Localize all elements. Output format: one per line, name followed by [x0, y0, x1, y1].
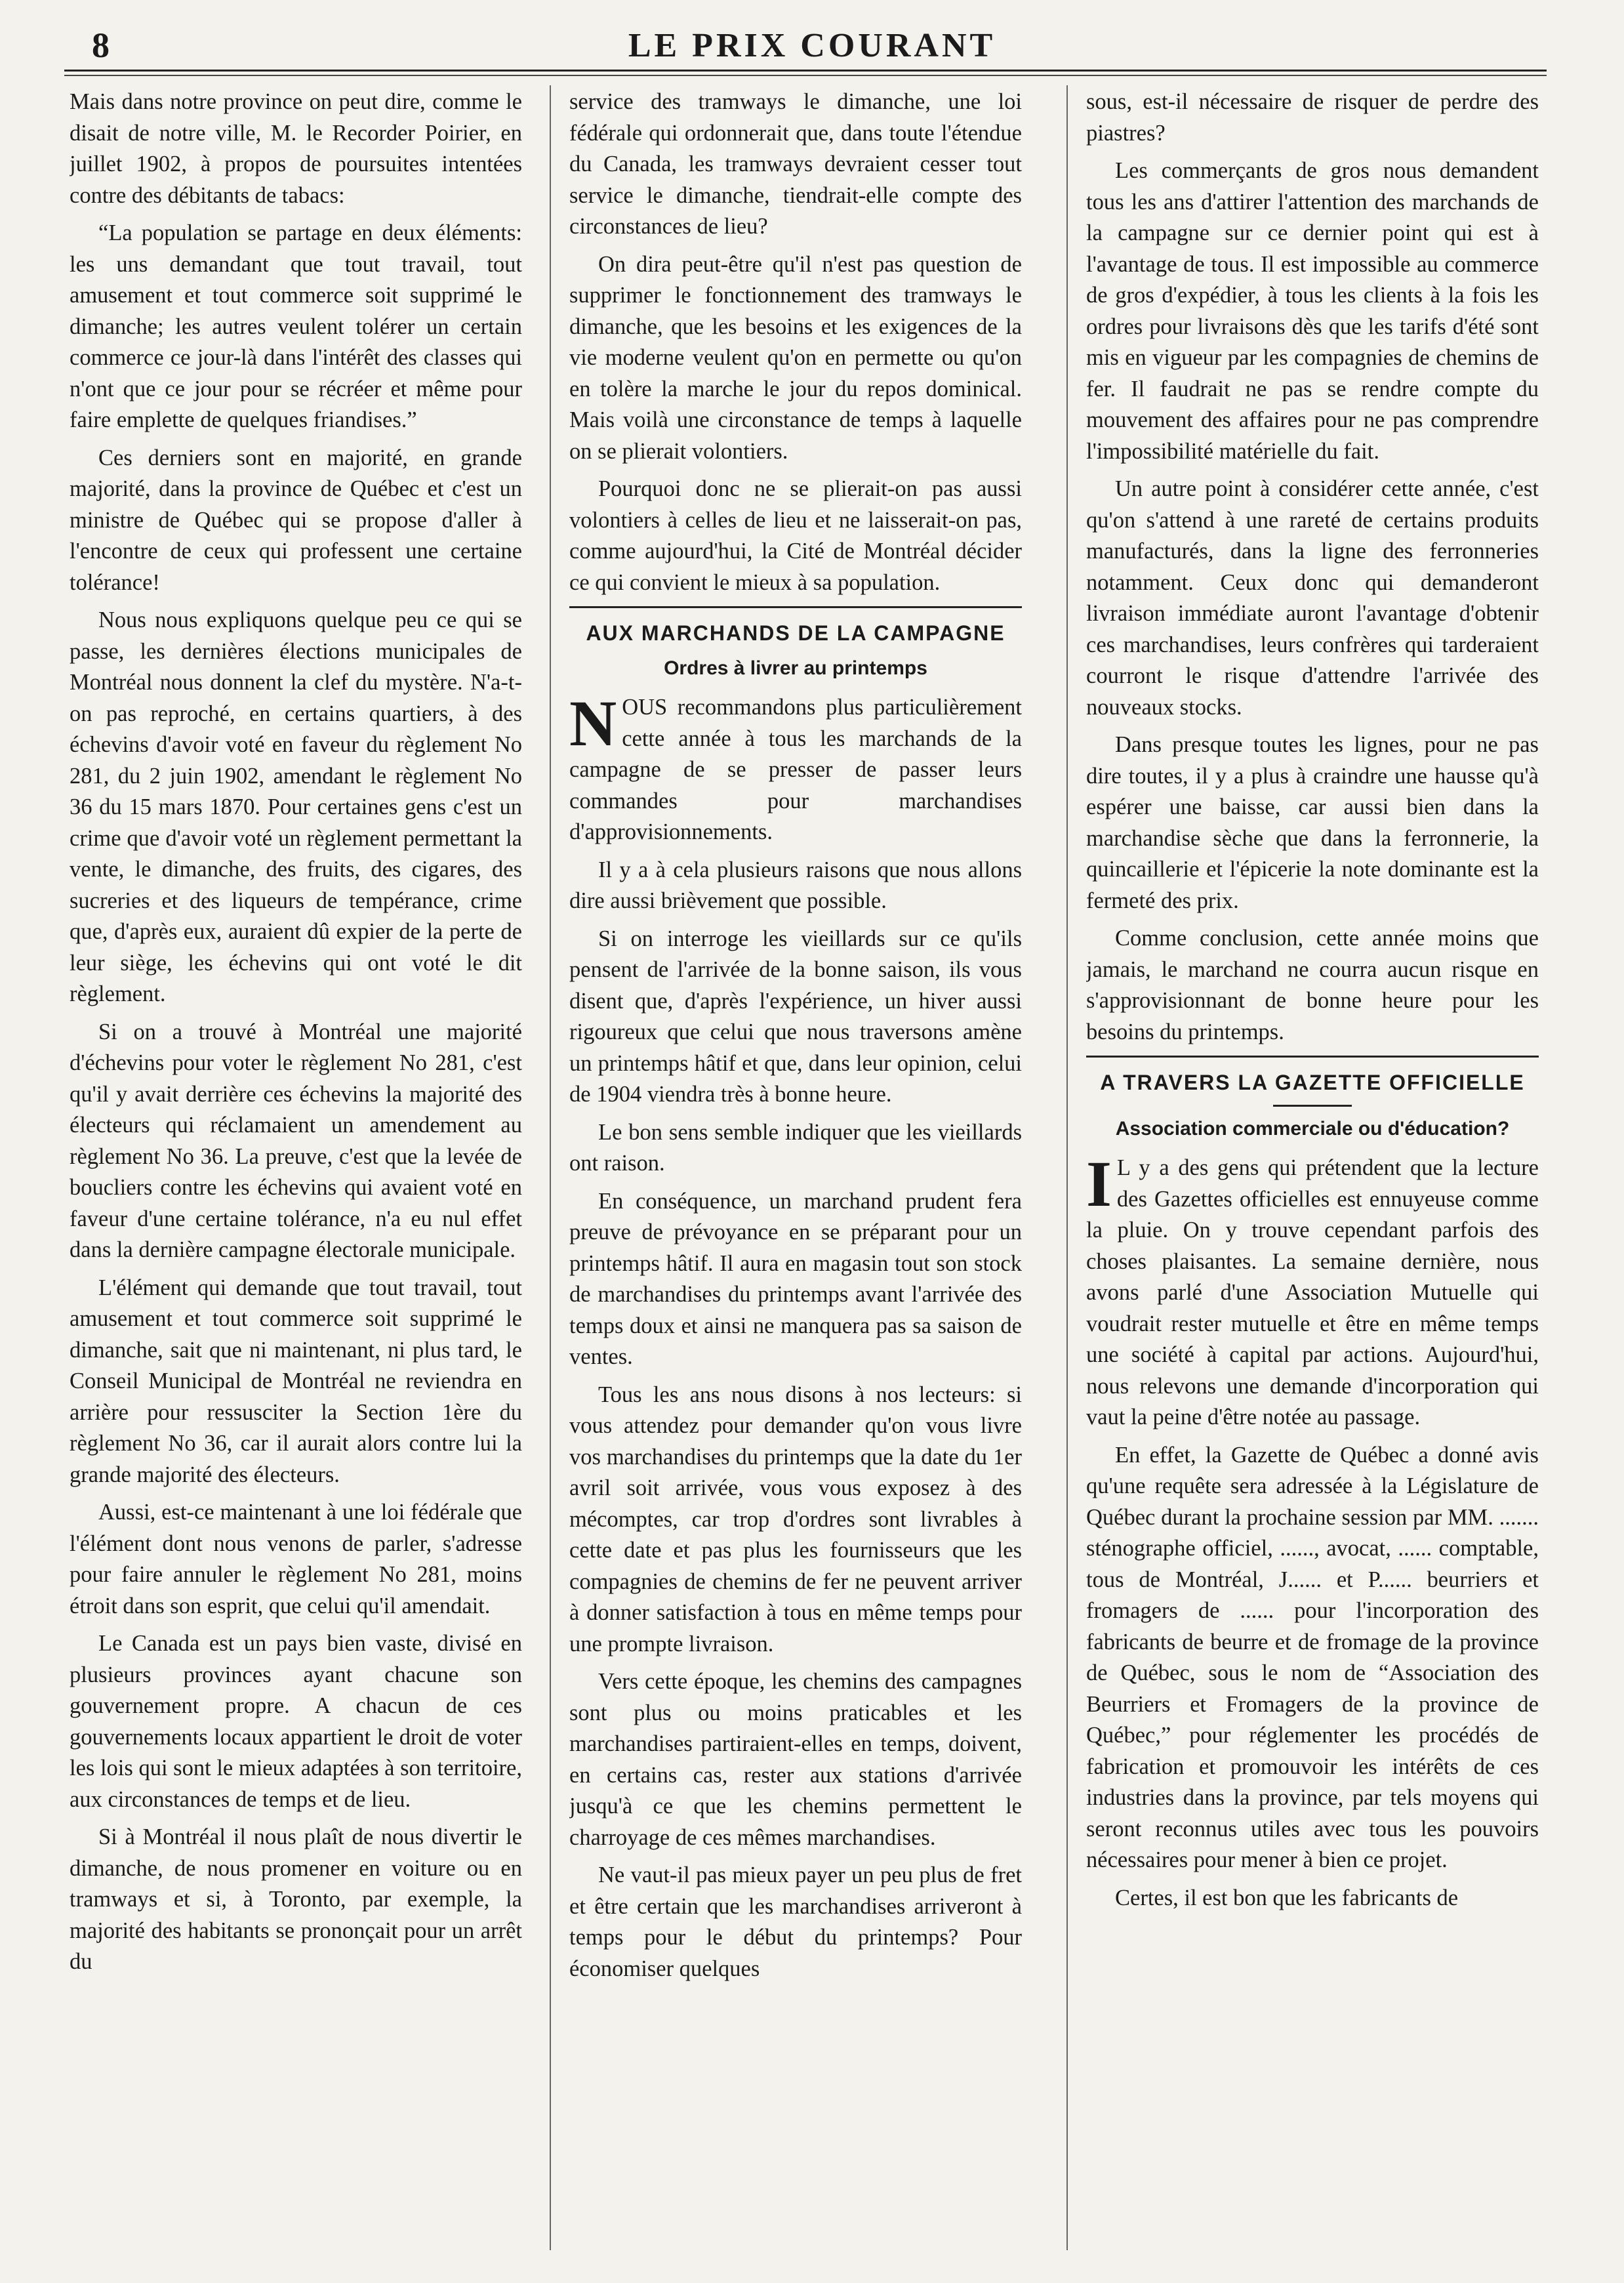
paragraph: Il y a à cela plusieurs raisons que nous allons dire aussi brièvement que possible. — [569, 857, 1022, 913]
column-2 — [569, 87, 1022, 2265]
journal-title: LE PRIX COURANT — [628, 27, 996, 64]
paragraph: Comme conclusion, cette année moins que jamais, le marchand ne courra aucun risque en s'approvisionnant de bonne heure pour les besoins du printemps. — [1086, 926, 1539, 1044]
column-divider — [1066, 85, 1068, 2250]
quote-paragraph: “La population se partage en deux éléments: les uns demandant que tout travail, tout amusement et tout commerce soit supprimé le dimanche; les autres veulent tolérer un certain commerce ce jour-là dans l'intérêt des classes qui n'ont que ce jour pour se récréer et même pour faire emplette de quelques friandises.” — [70, 220, 522, 432]
paragraph: On dira peut-être qu'il n'est pas question de supprimer le fonctionnement des tramways le dimanche, que les besoins et les exigences de la vie moderne veulent qu'on en permette ou qu'on en tolère la marche le jour du repos dominical. Mais voilà une circonstance de temps à laquelle on se plierait volontiers. — [569, 251, 1022, 464]
drop-cap: N — [569, 687, 617, 760]
header-rule-thin — [64, 75, 1547, 76]
section-subheading: Association commerciale ou d'éducation? — [1115, 1118, 1510, 1140]
paragraph: Si à Montréal il nous plaît de nous divertir le dimanche, de nous promener en voiture ou en tramways et si, à Toronto, par exemple, la majorité des habitants se prononçait pour un arrêt du — [70, 1824, 522, 1974]
heading-rule — [1273, 1105, 1352, 1107]
paragraph: service des tramways le dimanche, une loi fédérale qui ordonnerait que, dans toute l'étendue du Canada, les tramways devraient cesser tout service le dimanche, tiendrait-elle compte des circonstances de lieu? — [569, 89, 1022, 239]
drop-cap: I — [1086, 1147, 1112, 1220]
page-number: 8 — [92, 26, 110, 65]
paragraph: Ne vaut-il pas mieux payer un peu plus de fret et être certain que les marchandises arriveront à temps pour le début du printemps? Pour économiser quelques — [569, 1862, 1022, 1981]
paragraph: Les commerçants de gros nous demandent tous les ans d'attirer l'attention des marchands de la campagne sur ce dernier point qui est à l'avantage de tous. Il est impossible au commerce de gros d'expédier, à tous les clients à la fois les ordres pour livraisons dès que les tarifs d'été sont mis en vigueur par les compagnies de chemins de fer. Il faudrait ne pas se rendre compte du mouvement des affaires pour ne pas comprendre l'impossibilité matérielle du fait. — [1086, 158, 1539, 464]
column-1 — [70, 87, 522, 2265]
section-subheading: Ordres à livrer au printemps — [664, 657, 927, 679]
lead-paragraph — [569, 687, 1022, 848]
column-divider — [550, 85, 551, 2250]
paragraph: En effet, la Gazette de Québec a donné avis qu'une requête sera adressée à la Législature de Québec durant la prochaine session par MM. ....... sténographe officiel, ......, avocat, ...... comptable, tous de Montréal, J...... et P...... beurriers et fromagers de ...... pour l'incorporation des fabricants de beurre et de fromage de la province de Québec, sous le nom de “Association des Beurriers et Fromagers de la province de Québec,” pour réglementer les procédés de fabrication et promouvoir les intérêts de ces industries dans la province, par tels moyens qui seront reconnus utiles avec tous les pouvoirs nécessaires pour mener à bien ce projet. — [1086, 1442, 1539, 1872]
paragraph: Si on a trouvé à Montréal une majorité d'échevins pour voter le règlement No 281, c'est qu'il y avait derrière ces échevins la majorité des électeurs qui réclamaient un amendement au règlement No 36. La preuve, c'est que la levée de boucliers contre les échevins qui avaient voté en faveur d'une certaine tolérance, n'a eu nul effet dans la dernière campagne électorale municipale. — [70, 1019, 522, 1262]
paragraph: L'élément qui demande que tout travail, tout amusement et tout commerce soit supprimé le dimanche, sait que ni maintenant, ni plus tard, le Conseil Municipal de Montréal ne reviendra en arrière pour ressusciter la Section 1ère du règlement No 36, car il aurait alors contre lui la grande majorité des électeurs. — [70, 1275, 522, 1487]
section-rule — [569, 606, 1022, 608]
section-rule — [1086, 1056, 1539, 1058]
paragraph: En conséquence, un marchand prudent fera preuve de prévoyance en se préparant pour un printemps hâtif. Il aura en magasin tout son stock de marchandises du printemps avant l'arrivée des temps doux et ainsi ne manquera pas sa saison de ventes. — [569, 1188, 1022, 1369]
paragraph: Ces derniers sont en majorité, en grande majorité, dans la province de Québec et c'est un ministre de Québec qui se propose d'aller à l'encontre de ceux qui professent une certaine tolérance! — [70, 445, 522, 595]
paragraph: Nous nous expliquons quelque peu ce qui se passe, les dernières élections municipales de Montréal nous donnent la clef du mystère. N'a-t-on pas reproché, en certains quartiers, à des échevins d'avoir voté en faveur du règlement No 281, du 2 juin 1902, amendant le règlement No 36 du 15 mars 1870. Pour certaines gens c'est un crime que d'avoir voté un règlement permettant la vente, le dimanche, des fruits, des cigares, des sucreries et des liqueurs de tempérance, crime que, d'après eux, auraient dû expier de la perte de leur siège, les échevins qui ont voté le dit règlement. — [70, 607, 522, 1006]
paragraph: Vers cette époque, les chemins des campagnes sont plus ou moins praticables et les marchandises partiraient-elles en temps, doivent, en certains cas, rester aux stations d'arrivée jusqu'à ce que les chemins permettent le charroyage de ces mêmes marchandises. — [569, 1669, 1022, 1850]
section-heading: A TRAVERS LA GAZETTE OFFICIELLE — [1100, 1071, 1525, 1094]
paragraph: Si on interroge les vieillards sur ce qu'ils pensent de l'arrivée de la bonne saison, ils vous disent que, d'après l'expérience, un hiver aussi rigoureux que celui que nous traversons amène un printemps hâtif et que, dans leur opinion, celui de 1904 viendra très à bonne heure. — [569, 926, 1022, 1107]
paragraph: sous, est-il nécessaire de risquer de perdre des piastres? — [1086, 89, 1539, 146]
header-rule — [64, 70, 1547, 72]
column-3 — [1086, 87, 1539, 2265]
lead-text: L y a des gens qui prétendent que la lecture des Gazettes officielles est ennuyeuse comme la pluie. On y trouve cependant parfois des choses plaisantes. La semaine dernière, nous avons parlé d'une Association Mutuelle qui voudrait rester mutuelle et être en même temps une société à capital par actions. Aujourd'hui, nous relevons une demande d'incorporation qui vaut la peine d'être notée au passage. — [1086, 1155, 1539, 1429]
paragraph: Le bon sens semble indiquer que les vieillards ont raison. — [569, 1119, 1022, 1176]
lead-paragraph — [1086, 1147, 1539, 1433]
paragraph: Dans presque toutes les lignes, pour ne pas dire toutes, il y a plus à craindre une hausse qu'à espérer une baisse, car aussi bien dans la marchandise sèche que dans la ferronnerie, la quincaillerie et l'épicerie la note dominante est la fermeté des prix. — [1086, 732, 1539, 913]
paragraph: Le Canada est un pays bien vaste, divisé en plusieurs provinces ayant chacune son gouvernement propre. A chacun de ces gouvernements locaux appartient le droit de voter les lois qui sont le mieux adaptées à son territoire, aux circonstances de temps et de lieu. — [70, 1631, 522, 1812]
paragraph: Mais dans notre province on peut dire, comme le disait de notre ville, M. le Recorder Poirier, en juillet 1902, à propos de poursuites intentées contre des débitants de tabacs: — [70, 89, 522, 208]
section-heading: AUX MARCHANDS DE LA CAMPAGNE — [586, 621, 1005, 645]
paragraph: Certes, il est bon que les fabricants de — [1115, 1885, 1459, 1910]
paragraph: Pourquoi donc ne se plierait-on pas aussi volontiers à celles de lieu et ne laisserait-on pas, comme aujourd'hui, la Cité de Montréal décider ce qui convient le mieux à sa population. — [569, 476, 1022, 595]
lead-text: OUS recommandons plus particulièrement cette année à tous les marchands de la campagne de se presser de passer leurs commandes pour marchandises d'approvisionnements. — [569, 695, 1022, 844]
paragraph: Un autre point à considérer cette année, c'est qu'on s'attend à une rareté de certains produits manufacturés, dans la ligne des ferronneries notamment. Ceux donc qui demanderont livraison immédiate auront l'avantage d'obtenir ces marchandises, leurs confrères qui tarderaient courront le risque d'attendre l'arrivée des nouveaux stocks. — [1086, 476, 1539, 720]
page-header — [0, 0, 1624, 72]
paragraph: Tous les ans nous disons à nos lecteurs: si vous attendez pour demander qu'on vous livre vos marchandises du printemps que la date du 1er avril soit arrivée, vous vous exposez à des mécomptes, car trop d'ordres sont livrables à cette date et pas plus les fournisseurs que les compagnies de chemins de fer ne peuvent arriver à donner satisfaction à tous en même temps pour une prompte livraison. — [569, 1382, 1022, 1656]
paragraph: Aussi, est-ce maintenant à une loi fédérale que l'élément dont nous venons de parler, s'adresse pour faire annuler le règlement No 281, moins étroit dans son esprit, que celui qu'il amendait. — [70, 1500, 522, 1618]
